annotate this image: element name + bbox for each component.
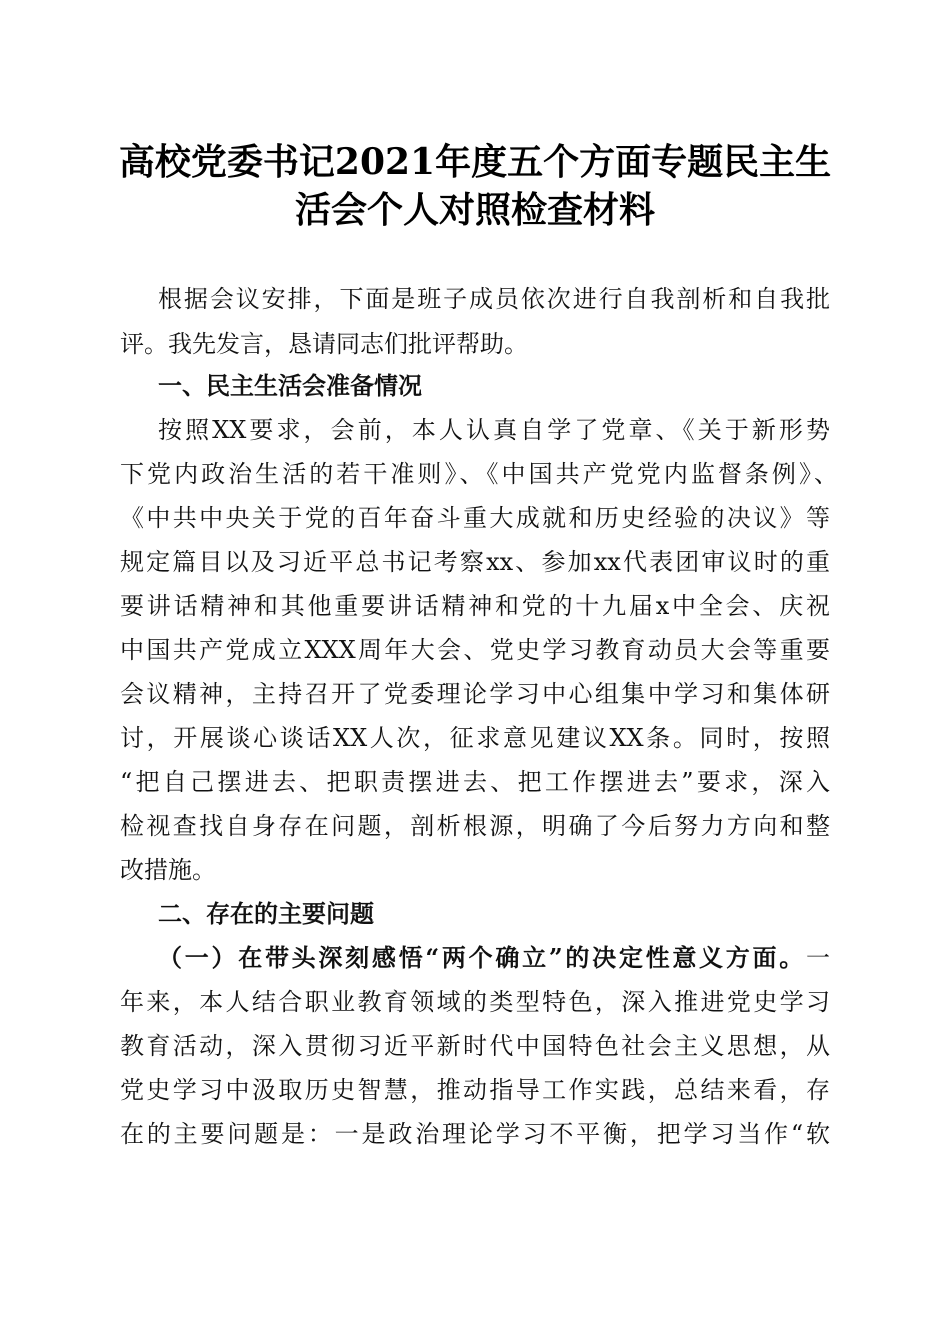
section-1-paragraph-line: 按照XX要求，会前，本人认真自学了党章、《关于新形势 bbox=[158, 416, 830, 444]
section-1-paragraph-line: 改措施。 bbox=[120, 856, 216, 884]
document-title-line-2: 活会个人对照检查材料 bbox=[294, 189, 655, 231]
section-1-paragraph-line: 《中共中央关于党的百年奋斗重大成就和历史经验的决议》等 bbox=[120, 504, 830, 532]
subsection-1-paragraph-line: 在的主要问题是：一是政治理论学习不平衡，把学习当作“软 bbox=[120, 1120, 830, 1148]
section-2-heading: 二、存在的主要问题 bbox=[158, 900, 374, 928]
section-1-paragraph-line: 讨，开展谈心谈话XX人次，征求意见建议XX条。同时，按照 bbox=[120, 724, 830, 752]
subsection-1-heading: （一）在带头深刻感悟“两个确立”的决定性意义方面。 bbox=[158, 943, 806, 972]
section-1-paragraph-line: 会议精神，主持召开了党委理论学习中心组集中学习和集体研 bbox=[120, 680, 830, 708]
subsection-1-paragraph-line: 年来，本人结合职业教育领域的类型特色，深入推进党史学习 bbox=[120, 988, 830, 1016]
section-1-paragraph-line: 下党内政治生活的若干准则》、《中国共产党党内监督条例》、 bbox=[120, 460, 838, 488]
section-1-heading: 一、民主生活会准备情况 bbox=[158, 372, 422, 400]
subsection-1-first-line bbox=[158, 943, 830, 973]
section-1-paragraph-line: 规定篇目以及习近平总书记考察xx、参加xx代表团审议时的重 bbox=[120, 548, 830, 576]
section-1-paragraph-line: 检视查找自身存在问题，剖析根源，明确了今后努力方向和整 bbox=[120, 812, 830, 840]
section-1-paragraph-line: 中国共产党成立XXX周年大会、党史学习教育动员大会等重要 bbox=[120, 636, 830, 664]
subsection-1-paragraph-line: 教育活动，深入贯彻习近平新时代中国特色社会主义思想，从 bbox=[120, 1032, 830, 1060]
subsection-1-first-line-rest: 一 bbox=[806, 944, 830, 972]
subsection-1-paragraph-line: 党史学习中汲取历史智慧，推动指导工作实践，总结来看，存 bbox=[120, 1076, 830, 1104]
section-1-paragraph-line: “把自己摆进去、把职责摆进去、把工作摆进去”要求，深入 bbox=[120, 768, 830, 796]
intro-paragraph-line: 根据会议安排，下面是班子成员依次进行自我剖析和自我批 bbox=[158, 285, 830, 313]
document-title-line-1: 高校党委书记2021年度五个方面专题民主生 bbox=[118, 141, 832, 183]
section-1-paragraph-line: 要讲话精神和其他重要讲话精神和党的十九届x中全会、庆祝 bbox=[120, 592, 830, 620]
intro-paragraph-line: 评。我先发言，恳请同志们批评帮助。 bbox=[120, 330, 528, 358]
